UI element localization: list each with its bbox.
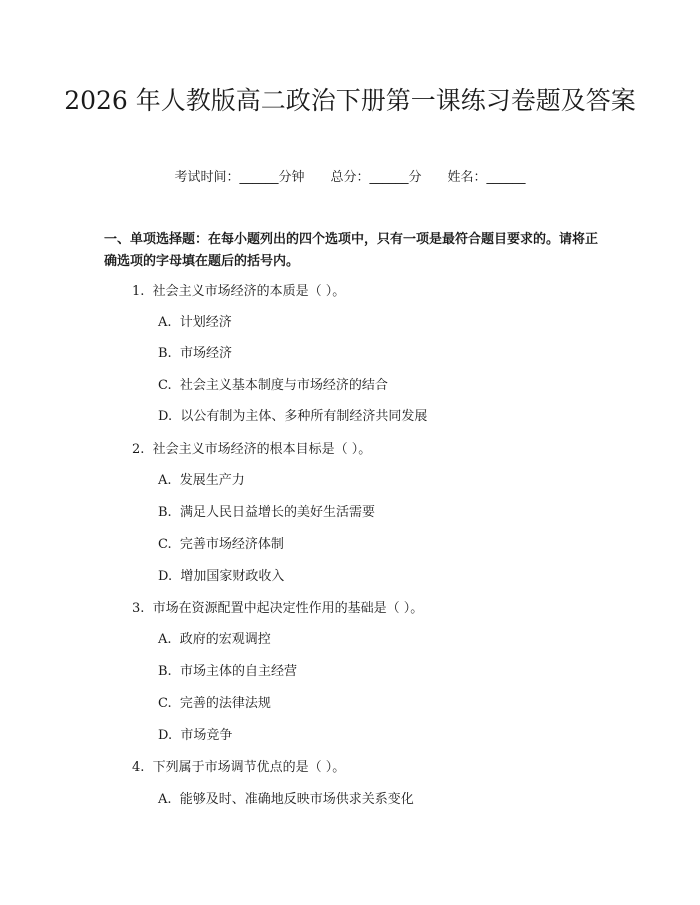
question-text: 下列属于市场调节优点的是（ ）。	[152, 760, 346, 775]
question-1	[132, 282, 345, 302]
option-3b	[158, 662, 297, 682]
question-3	[132, 599, 423, 619]
question-4	[132, 758, 345, 778]
option-letter: B.	[158, 505, 172, 520]
exam-meta	[0, 168, 700, 188]
option-1c	[158, 376, 388, 396]
option-text: 市场主体的自主经营	[179, 664, 297, 679]
option-3d	[158, 726, 232, 746]
question-number: 2.	[132, 442, 145, 457]
question-text: 市场在资源配置中起决定性作用的基础是（ ）。	[152, 601, 424, 616]
option-text: 计划经济	[179, 315, 232, 330]
option-text: 满足人民日益增长的美好生活需要	[179, 505, 375, 520]
option-2a	[158, 471, 245, 491]
option-text: 增加国家财政收入	[180, 569, 285, 584]
option-letter: D.	[158, 569, 173, 584]
option-2b	[158, 503, 375, 523]
option-letter: C.	[158, 378, 172, 393]
option-1d	[158, 407, 427, 427]
question-text: 社会主义市场经济的本质是（ ）。	[152, 284, 346, 299]
option-3c	[158, 694, 271, 714]
option-letter: C.	[158, 696, 172, 711]
option-1a	[158, 313, 232, 333]
option-text: 能够及时、准确地反映市场供求关系变化	[179, 792, 414, 807]
option-2c	[158, 535, 284, 555]
option-letter: A.	[158, 792, 172, 807]
option-text: 完善市场经济体制	[179, 537, 284, 552]
option-text: 发展生产力	[179, 473, 245, 488]
option-letter: C.	[158, 537, 172, 552]
option-text: 政府的宏观调控	[179, 632, 271, 647]
option-text: 完善的法律法规	[179, 696, 271, 711]
option-letter: A.	[158, 315, 172, 330]
option-letter: D.	[158, 409, 173, 424]
option-letter: B.	[158, 664, 172, 679]
option-letter: B.	[158, 346, 172, 361]
page-title: 2026 年人教版高二政治下册第一课练习卷题及答案	[64, 86, 636, 115]
name-label: 姓名：______	[447, 170, 526, 185]
option-3a	[158, 630, 271, 650]
question-number: 1.	[132, 284, 145, 299]
option-text: 以公有制为主体、多种所有制经济共同发展	[180, 409, 428, 424]
option-text: 市场经济	[179, 346, 232, 361]
option-4a	[158, 790, 414, 810]
option-letter: A.	[158, 632, 172, 647]
score-label: 总分：______分	[330, 170, 422, 185]
option-letter: A.	[158, 473, 172, 488]
question-2	[132, 440, 371, 460]
section-heading: 一、单项选择题：在每小题列出的四个选项中，只有一项是最符合题目要求的。请将正确选项的字母填在题后的括号内。	[104, 232, 599, 269]
question-text: 社会主义市场经济的根本目标是（ ）。	[152, 442, 372, 457]
time-label: 考试时间：______分钟	[174, 170, 305, 185]
option-text: 市场竞争	[180, 728, 233, 743]
option-2d	[158, 567, 284, 587]
option-1b	[158, 344, 232, 364]
question-number: 4.	[132, 760, 145, 775]
option-letter: D.	[158, 728, 173, 743]
option-text: 社会主义基本制度与市场经济的结合	[179, 378, 388, 393]
question-number: 3.	[132, 601, 145, 616]
